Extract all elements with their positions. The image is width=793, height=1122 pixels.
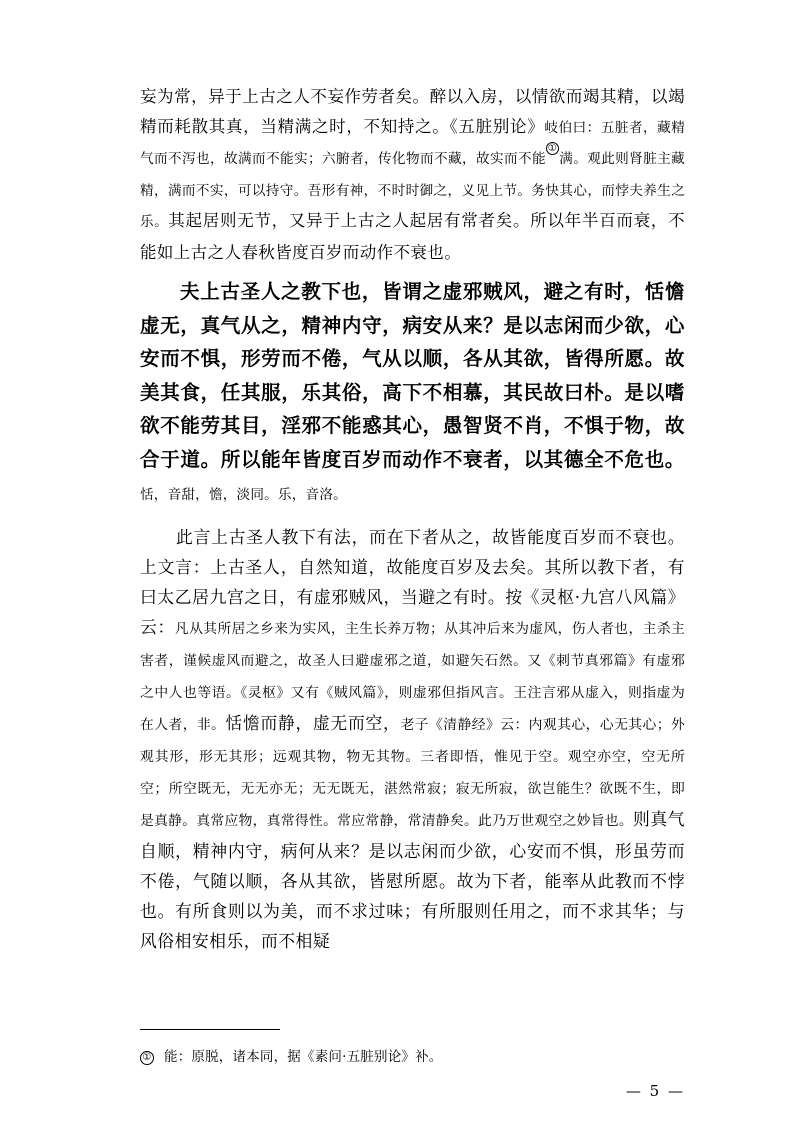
footnote-text: 能：原脱，诸本同，据《素问·五脏别论》补。 — [164, 1049, 443, 1065]
commentary-closing: 则真气自顺，精神内守，病何从来？是以志闲而少欲，心安而不惧，形虽劳而不倦，气随以顺，各从其欲，皆慰所愿。故为下者，能率从此教而不悖也。有所食则以为美，而不求过味；有所服则任用之，而不求其华；与风俗相安相乐，而不相疑 — [140, 808, 685, 951]
text-main-run: 妄为常，异于上古之人不妄作劳者矣。醉以入房，以情欲而竭其精，以竭精而耗散其真，当精满之时，不知持之。《五脏别论》 — [140, 87, 685, 136]
text-annotation-run-2: 满。观此则肾脏主藏精，满而不实，可以持守。吾形有神，不时时御之，义见上节。务快其心，而悖夫养生之乐。 — [140, 151, 685, 230]
commentary-annotation: 凡从其所居之乡来为实风，主生长养万物；从其冲后来为虚风，伤人者也，主杀主害者，谨候虚风而避之，故圣人曰避虚邪之道，如避矢石然。又《刺节真邪篇》有虚邪之中人也等语。《灵枢》又有《贼风篇》，则虚邪但指风言。王注言邪从虚入，则指虚为在人者，非。 — [140, 620, 685, 733]
footnote-number-icon: ① — [140, 1051, 154, 1065]
page-body — [140, 82, 685, 956]
footnote-divider — [140, 1029, 280, 1030]
paragraph-continuation — [140, 82, 685, 267]
canon-text: 夫上古圣人之教下也，皆谓之虚邪贼风，避之有时，恬憺虚无，真气从之，精神内守，病安从来？是以志闲而少欲，心安而不惧，形劳而不倦，气从以顺，各从其欲，皆得所愿。故美其食，任其服，乐其俗，高下不相慕，其民故曰朴。是以嗜欲不能劳其目，淫邪不能惑其心，愚智贤不肖，不惧于物，故合于道。所以能年皆度百岁而动作不衰者，以其德全不危也。 — [140, 280, 685, 471]
paragraph-commentary — [140, 522, 685, 956]
paragraph-canon — [140, 275, 685, 513]
text-annotation-run: 岐伯曰：五脏者，藏精气而不泻也，故满而不能实；六腑者，传化物而不藏，故实而不能 — [140, 119, 686, 167]
canon-inline-annotation: 恬，音甜，憺，淡同。乐，音洛。 — [140, 487, 347, 503]
footnote — [140, 1047, 680, 1067]
commentary-lead: 此言上古圣人教下有法，而在下者从之，故皆能度百岁而不衰也。上文言：上古圣人，自然知道，故能度百岁及去矣。其所以教下者，有曰太乙居九宫之日，有虚邪贼风，当避之有时。按《灵枢·九宫八风篇》云： — [140, 526, 685, 637]
commentary-tail-main: 恬憺而静，虚无而空， — [225, 712, 401, 733]
page-number: — 5 — — [625, 1082, 685, 1100]
commentary-tail-annotation: 老子《清静经》云：内观其心，心无其心；外观其形，形无其形；远观其物，物无其物。三者即悟，惟见于空。观空亦空，空无所空；所空既无，无无亦无；无无既无，湛然常寂；寂无所寂，欲岂能生？欲既不生，即是真静。真常应物，真常得性。常应常静，常清静矣。此乃万世观空之妙旨也。 — [140, 716, 685, 829]
text-main-tail-run: 其起居则无节，又异于上古之人起居有常者矣。所以年半百而衰，不能如上古之人春秋皆度百岁而动作不衰也。 — [140, 211, 686, 262]
footnote-marker-icon: ① — [547, 143, 558, 154]
